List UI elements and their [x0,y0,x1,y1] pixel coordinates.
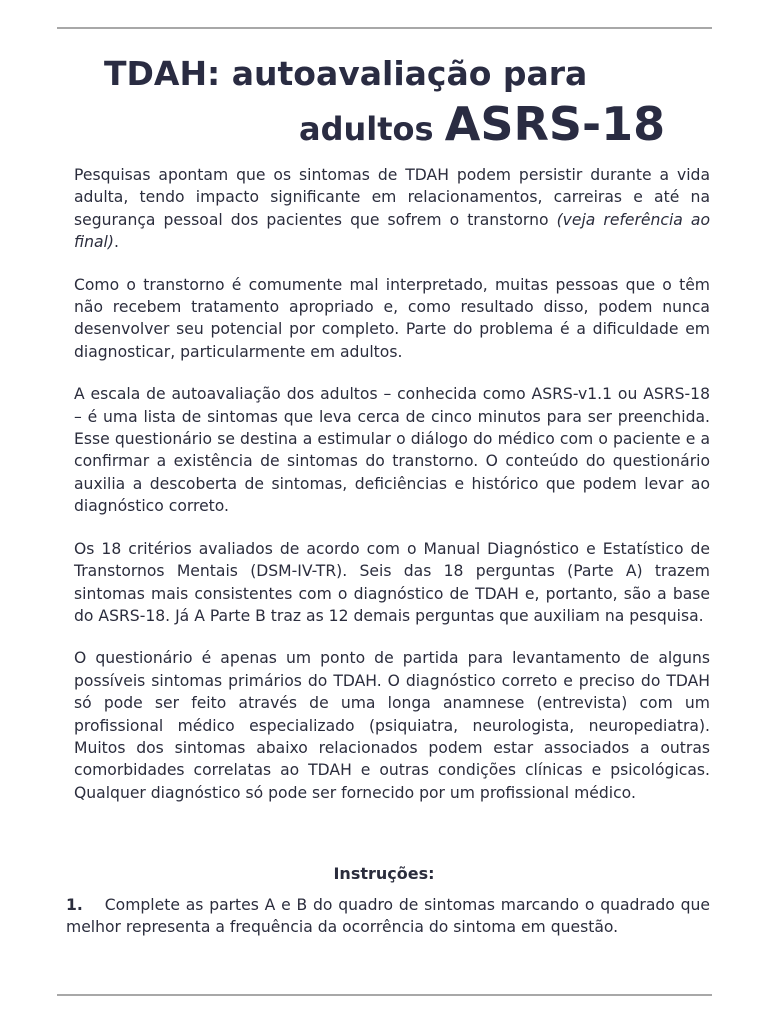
document-body [74,164,710,826]
paragraph-2: Como o transtorno é comumente mal interpretado, muitas pessoas que o têm não recebem tratamento apropriado e, como resultado disso, podem nunca desenvolver seu potencial por completo. Parte do problema é a dificuldade em diagnosticar, particularmente em adultos. [74,275,710,361]
title-line-2-emphasis: ASRS-18 [444,97,666,151]
paragraph-1-text: Pesquisas apontam que os sintomas de TDAH podem persistir durante a vida adulta, tendo impacto significante em relacionamentos, carreiras e até na segurança pessoal dos pacientes que sofrem o transtorno [74,166,710,229]
instruction-item-1 [66,894,710,939]
paragraph-1 [74,164,710,254]
instructions-heading: Instruções: [333,864,435,883]
title-line-2-prefix: adultos [299,110,434,148]
instruction-item-1-number: 1. [66,896,83,914]
paragraph-5: O questionário é apenas um ponto de partida para levantamento de alguns possíveis sintomas primários do TDAH. O diagnóstico correto e preciso do TDAH só pode ser feito através de uma longa anamnese (entrevista) com um profissional médico especializado (psiquiatra, neurologista, neuropediatra). Muitos dos sintomas abaixo relacionados podem estar associados a outras comorbidades correlatas ao TDAH e outras condições clínicas e psicológicas. Qualquer diagnóstico só pode ser fornecido por um profissional médico. [74,649,710,802]
paragraph-1-reference-note: (veja referência ao final) [74,210,711,252]
top-divider [57,27,712,29]
bottom-divider [57,994,712,996]
paragraph-3: A escala de autoavaliação dos adultos – conhecida como ASRS-v1.1 ou ASRS-18 – é uma lista de sintomas que leva cerca de cinco minutos para ser preenchida. Esse questionário se destina a estimular o diálogo do médico com o paciente e a confirmar a existência de sintomas do transtorno. O conteúdo do questionário auxilia a descoberta de sintomas, deficiências e histórico que podem levar ao diagnóstico correto. [74,385,710,516]
paragraph-1-tail: . [113,233,119,252]
title-line-1: TDAH: autoavaliação para [104,54,588,93]
instruction-item-1-text: Complete as partes A e B do quadro de sintomas marcando o quadrado que melhor representa a frequência da ocorrência do sintoma em questão. [66,896,710,937]
title-line-2 [299,96,665,157]
paragraph-4: Os 18 critérios avaliados de acordo com o Manual Diagnóstico e Estatístico de Transtornos Mentais (DSM-IV-TR). Seis das 18 perguntas (Parte A) trazem sintomas mais consistentes com o diagnóstico de TDAH e, portanto, são a base do ASRS-18. Já A Parte B traz as 12 demais perguntas que auxiliam na pesquisa. [74,539,710,625]
